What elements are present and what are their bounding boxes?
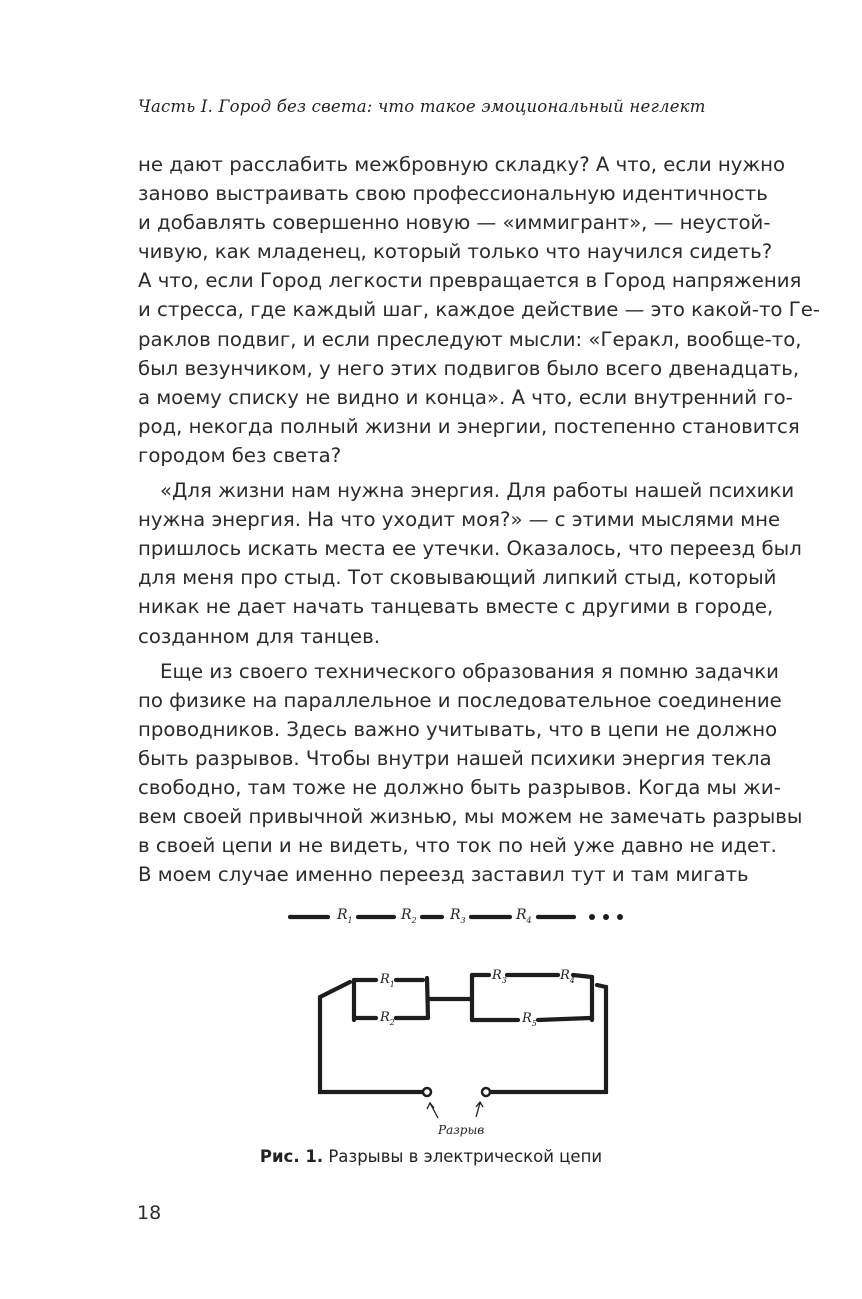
text-line: раклов подвиг, и если преследуют мысли: «Геракл, вообще-то, (138, 327, 802, 351)
ellipsis-dot (617, 914, 623, 920)
circuit-label-r5: $R_5$ (522, 1011, 537, 1028)
text-line: «Для жизни нам нужна энергия. Для работы нашей психики (160, 479, 795, 503)
gap-label: Разрыв (438, 1123, 485, 1137)
circuit-right-wire (486, 985, 606, 1092)
ellipsis-dot (589, 914, 595, 920)
circuit-drawing (270, 895, 630, 1145)
text-line: В моем случае именно переезд заставил тут и там мигать (138, 863, 749, 887)
text-line: городом без света? (138, 443, 342, 467)
text-line: в своей цепи и не видеть, что ток по ней уже давно не идет. (138, 834, 777, 858)
text-line: пришлось искать места ее утечки. Оказалось, что переезд был (138, 537, 802, 561)
gap-terminal-right (482, 1088, 490, 1096)
body-text (138, 150, 820, 889)
gap-terminal-left (423, 1088, 431, 1096)
text-line: быть разрывов. Чтобы внутри нашей психики энергия текла (138, 746, 772, 770)
text-line: проводников. Здесь важно учитывать, что в цепи не должно (138, 717, 778, 741)
text-line: по физике на параллельное и последовательное соединение (138, 688, 782, 712)
series-label-r1: $R_1$ (337, 907, 353, 925)
text-line: был везунчиком, у него этих подвигов было всего двенадцать, (138, 356, 800, 380)
text-line: а моему списку не видно и конца». А что, если внутренний го- (138, 385, 793, 409)
series-label-r2: $R_2$ (401, 907, 417, 925)
caption-number: Рис. 1. (259, 1147, 324, 1166)
page-number: 18 (137, 1202, 162, 1224)
circuit-label-r3: $R_3$ (492, 968, 507, 985)
text-line: свободно, там тоже не должно быть разрывов. Когда мы жи- (138, 775, 781, 799)
text-line: А что, если Город легкости превращается в Город напряжения (138, 269, 802, 293)
circuit-label-r1: $R_1$ (380, 972, 395, 989)
circuit-label-r2: $R_2$ (380, 1010, 395, 1027)
text-line: нужна энергия. На что уходит моя?» — с этими мыслями мне (138, 508, 781, 532)
text-line: род, некогда полный жизни и энергии, постепенно становится (138, 414, 800, 438)
branch-r4-right (573, 975, 592, 977)
circuit-label-r4: $R_4$ (560, 968, 575, 985)
text-line: никак не дает начать танцевать вместе с другими в городе, (138, 595, 774, 619)
text-line: вем своей привычной жизнью, мы можем не замечать разрывы (138, 805, 803, 829)
text-line: Еще из своего технического образования я помню задачки (160, 659, 779, 683)
text-line: созданном для танцев. (138, 624, 380, 648)
figure-circuit-diagram (270, 895, 630, 1145)
text-line: и добавлять совершенно новую — «иммигрант», — неустой- (138, 211, 771, 235)
text-line: чивую, как младенец, который только что научился сидеть? (138, 240, 773, 264)
series-label-r4: $R_4$ (516, 907, 532, 925)
text-line: заново выстраивать свою профессиональную идентичность (138, 182, 768, 206)
figure-caption (0, 1147, 862, 1166)
circuit-left-wire (320, 982, 427, 1092)
text-line: и стресса, где каждый шаг, каждое действие — это какой-то Ге- (138, 298, 820, 322)
text-line: не дают расслабить межбровную складку? А что, если нужно (138, 153, 786, 176)
running-head: Часть I. Город без света: что такое эмоциональный неглект (138, 97, 706, 116)
text-line: для меня про стыд. Тот сковывающий липкий стыд, который (138, 566, 777, 590)
series-label-r3: $R_3$ (450, 907, 466, 925)
branch-r5-right (538, 1018, 590, 1020)
caption-text: Разрывы в электрической цепи (323, 1147, 603, 1166)
ellipsis-dot (603, 914, 609, 920)
